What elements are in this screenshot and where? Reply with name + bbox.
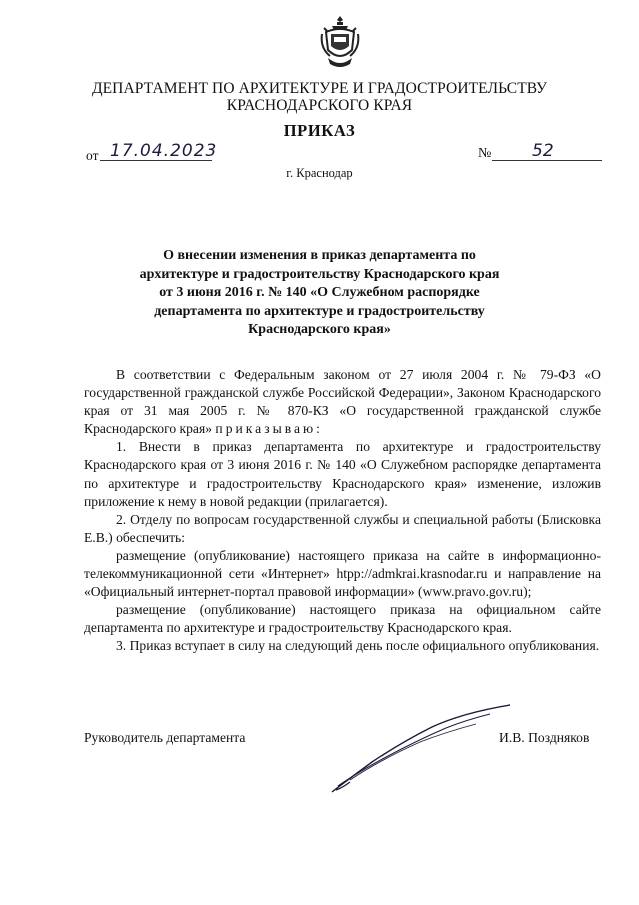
paragraph-item-3: 3. Приказ вступает в силу на следующий день после официального опубликования.	[116, 638, 600, 654]
paragraph-preamble	[84, 366, 601, 438]
city-label: г. Краснодар	[286, 166, 353, 180]
paragraph-item-2a: размещение (опубликование) настоящего приказа на сайте в информационно-телекоммуникационной сети «Интернет» htpp://admkrai.krasnodar.ru и направление на «Официальный интернет-портал правовой информации» (www.pravo.gov.ru);	[84, 547, 601, 600]
handwritten-signature-icon	[320, 700, 520, 800]
signatory-position: Руководитель департамента	[84, 730, 246, 745]
title-line: Краснодарского края»	[248, 322, 391, 337]
document-title	[110, 247, 529, 340]
title-line: О внесении изменения в приказ департамента по	[163, 248, 476, 263]
signatory-name: И.В. Поздняков	[499, 730, 590, 745]
title-line: архитектуре и градостроительству Краснодарского края	[139, 266, 500, 282]
prikazyvayu-word: приказываю:	[215, 421, 323, 437]
document-body	[84, 366, 601, 656]
number-label: №	[478, 146, 492, 161]
department-name-line1: ДЕПАРТАМЕНТ ПО АРХИТЕКТУРЕ И ГРАДОСТРОИТЕЛЬСТВУ	[91, 80, 548, 97]
paragraph-item-2b: размещение (опубликование) настоящего приказа на официальном сайте департамента по архитектуре и градостроительству Краснодарского края.	[84, 602, 601, 636]
number-field: 52	[492, 141, 602, 161]
title-line: департамента по архитектуре и градостроительству	[154, 303, 485, 319]
coat-of-arms-icon	[320, 14, 360, 70]
date-field: 17.04.2023	[100, 141, 212, 161]
department-name-line2: КРАСНОДАРСКОГО КРАЯ	[226, 97, 413, 114]
date-label: от	[86, 148, 99, 163]
document-type-heading: ПРИКАЗ	[283, 121, 356, 140]
title-line: от 3 июня 2016 г. № 140 «О Служебном распорядке	[159, 285, 480, 300]
preamble-text: В соответствии с Федеральным законом от 27 июля 2004 г. № 79-ФЗ «О государственной гражданской службе Российской Федерации», Законом Краснодарского края от 31 мая 2005 г. № 870-КЗ «О государственной гражданской службе Краснодарского края»	[84, 367, 601, 437]
paragraph-item-2: 2. Отделу по вопросам государственной службы и специальной работы (Блисковка Е.В.) обеспечить:	[84, 511, 601, 545]
paragraph-item-1: 1. Внести в приказ департамента по архитектуре и градостроительству Краснодарского края от 3 июня 2016 г. № 140 «О Служебном распорядке департамента по архитектуре и градостроительству Краснодарского края» изменение, изложив приложение к нему в новой редакции (прилагается).	[84, 439, 601, 509]
